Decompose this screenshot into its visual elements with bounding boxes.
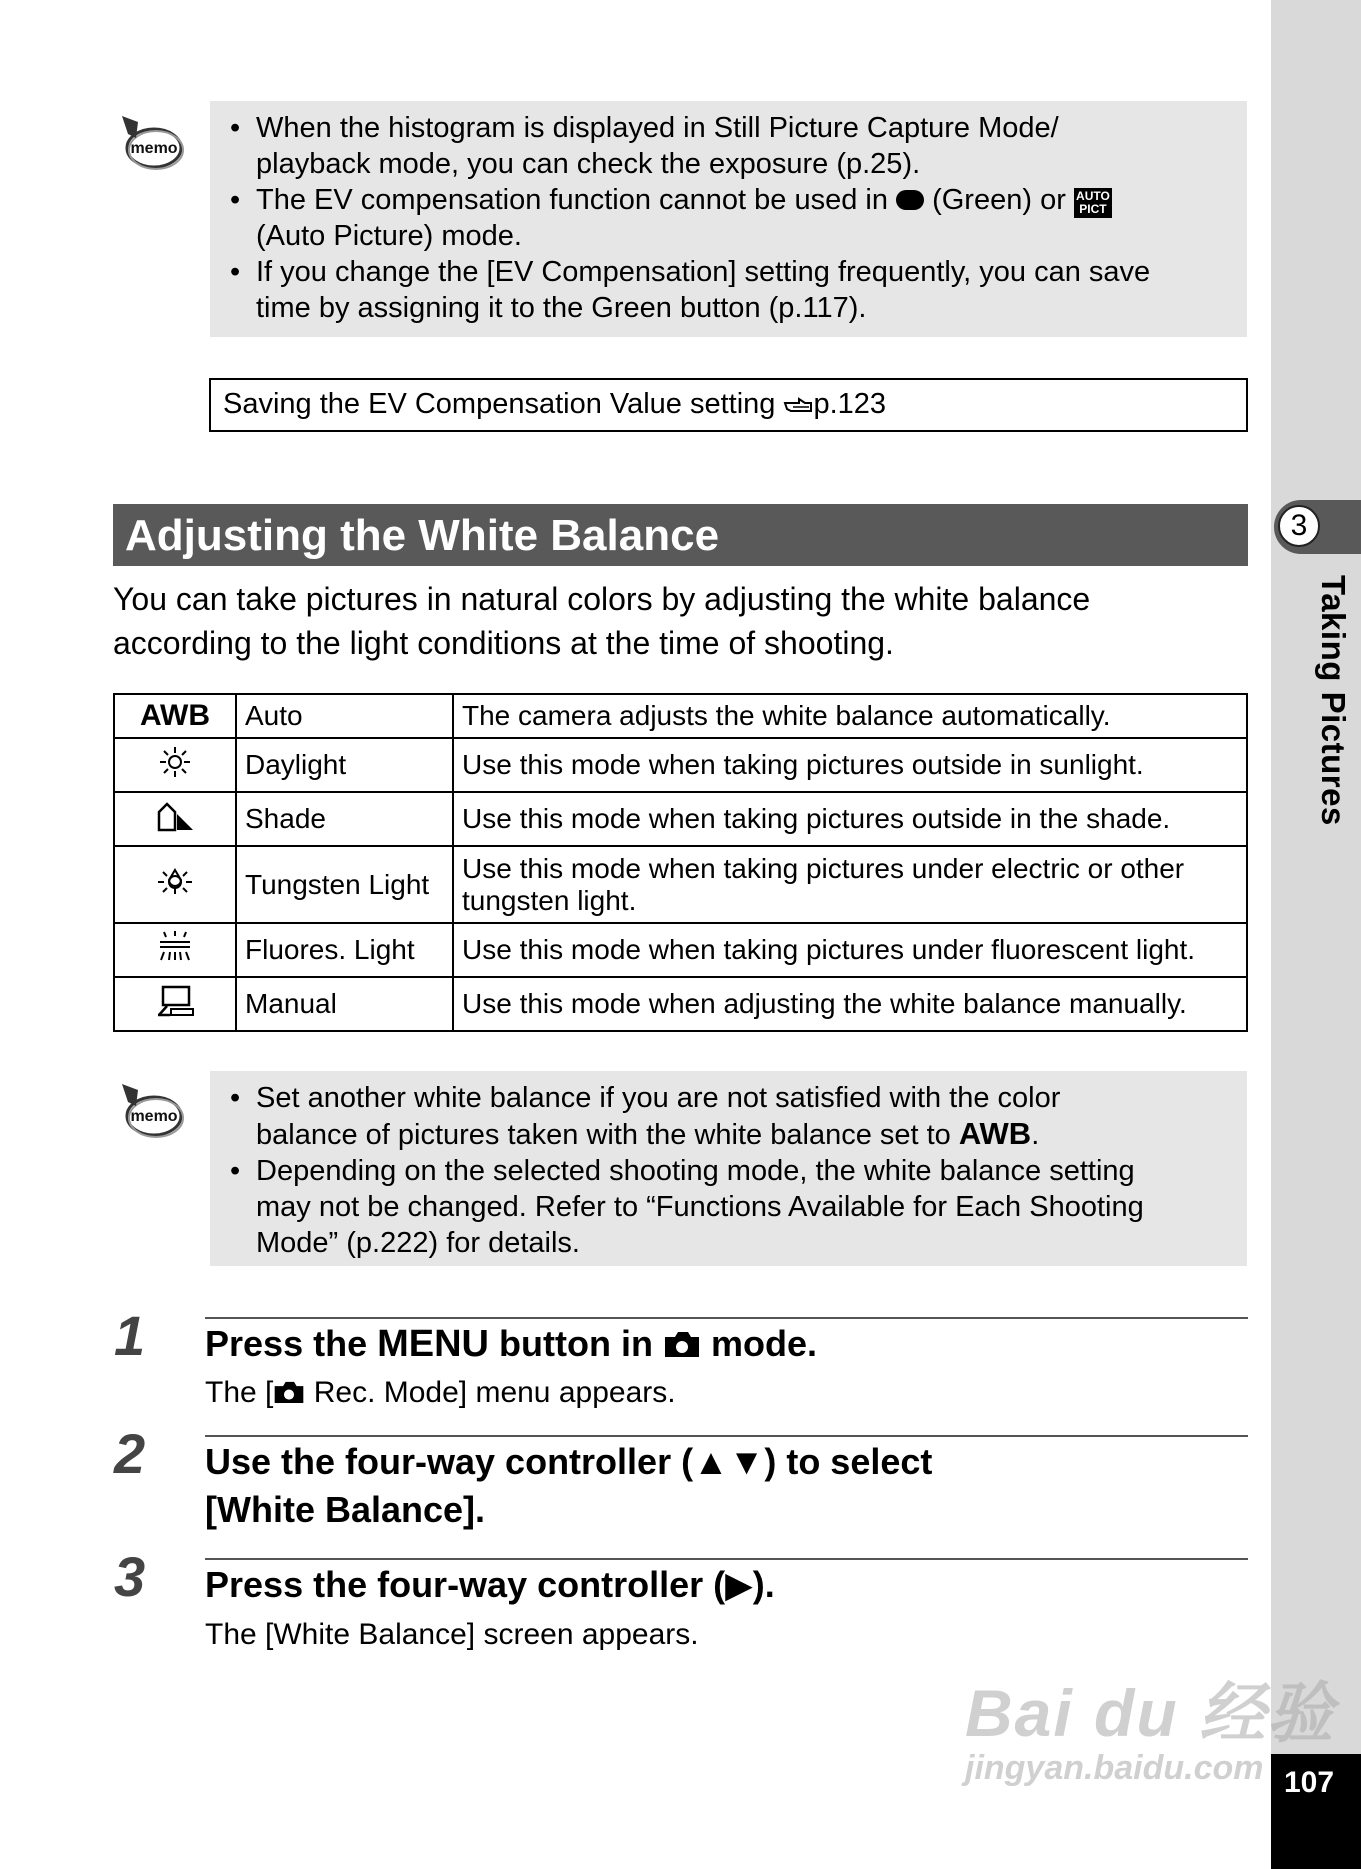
menu-button-label: MENU: [377, 1323, 489, 1365]
memo-text: .: [1031, 1119, 1040, 1151]
step-text: button in: [499, 1323, 653, 1364]
step-number: 2: [114, 1422, 146, 1485]
memo-bullet: [228, 1080, 1229, 1153]
svg-text:memo: memo: [130, 140, 178, 157]
wb-mode-description: Use this mode when adjusting the white balance manually.: [453, 977, 1247, 1031]
memo-bullet: [228, 1153, 1229, 1261]
section-intro: [113, 577, 1248, 665]
wb-mode-name: Tungsten Light: [236, 846, 453, 923]
step-text: [White Balance].: [205, 1489, 486, 1530]
shade-icon: [155, 800, 195, 832]
wb-mode-name: Daylight: [236, 738, 453, 792]
step-title: [205, 1320, 817, 1368]
memo-icon: [116, 112, 184, 176]
memo-bullet: [228, 182, 1229, 254]
watermark-url: jingyan.baidu.com: [965, 1749, 1264, 1787]
section-heading-bar: [113, 504, 1248, 566]
svg-text:memo: memo: [130, 1108, 178, 1125]
memo-note-top: [210, 101, 1247, 337]
intro-text: according to the light conditions at the time of shooting.: [113, 625, 894, 661]
memo-text: Mode” (p.222) for details.: [256, 1227, 580, 1259]
table-row: [114, 792, 1247, 846]
baidu-watermark: [965, 1660, 1335, 1788]
wb-mode-name: Manual: [236, 977, 453, 1031]
step-text: Rec. Mode] menu appears.: [313, 1376, 676, 1409]
wb-mode-description: [453, 846, 1247, 923]
white-balance-table: [113, 693, 1248, 1032]
description-line: tungsten light.: [462, 884, 637, 916]
wb-mode-name: Fluores. Light: [236, 923, 453, 977]
green-mode-icon: [896, 190, 924, 210]
table-row: [114, 694, 1247, 738]
chapter-sidebar: [1271, 0, 1361, 1869]
step-title: Press the four-way controller (▶).: [205, 1564, 775, 1605]
memo-text: (Auto Picture) mode.: [256, 220, 522, 252]
page-reference-icon: [783, 397, 813, 415]
memo-bullet: [228, 110, 1229, 182]
intro-text: You can take pictures in natural colors by adjusting the white balance: [113, 581, 1091, 617]
reference-page[interactable]: p.123: [813, 388, 887, 420]
step-text: Press the: [205, 1323, 368, 1364]
table-row: [114, 923, 1247, 977]
wb-mode-name: Auto: [236, 694, 453, 738]
sun-icon: [158, 745, 192, 779]
step-number: 3: [114, 1545, 146, 1608]
memo-text: (Green) or: [932, 184, 1066, 216]
awb-label: AWB: [114, 694, 236, 738]
memo-text: Set another white balance if you are not satisfied with the color: [256, 1082, 1061, 1114]
step-description: [205, 1376, 676, 1410]
manual-wb-icon: [155, 984, 195, 1018]
wb-mode-description: Use this mode when taking pictures outside in the shade.: [453, 792, 1247, 846]
camera-icon: [273, 1379, 305, 1405]
step-title: [205, 1438, 932, 1534]
step-divider: [205, 1435, 1248, 1437]
watermark-text: Bai du 经验: [965, 1676, 1336, 1750]
memo-bullet: [228, 254, 1229, 326]
wb-mode-description: Use this mode when taking pictures outside in sunlight.: [453, 738, 1247, 792]
memo-text: Depending on the selected shooting mode, the white balance setting: [256, 1155, 1135, 1187]
step-text: mode.: [710, 1323, 817, 1364]
wb-mode-name: Shade: [236, 792, 453, 846]
chapter-title: Taking Pictures: [1315, 575, 1352, 826]
wb-mode-description: The camera adjusts the white balance automatically.: [453, 694, 1247, 738]
step-number: 1: [114, 1304, 146, 1367]
step-text: Use the four-way controller (▲▼) to select: [205, 1441, 933, 1482]
section-title: Adjusting the White Balance: [125, 511, 720, 560]
table-row: [114, 977, 1247, 1031]
memo-text: playback mode, you can check the exposure (p.25).: [256, 148, 921, 180]
memo-text: may not be changed. Refer to “Functions Available for Each Shooting: [256, 1191, 1144, 1223]
table-row: [114, 738, 1247, 792]
step-divider: [205, 1317, 1248, 1319]
camera-icon: [663, 1329, 701, 1359]
fluorescent-icon: [156, 930, 194, 964]
step-description: The [White Balance] screen appears.: [205, 1618, 699, 1651]
chapter-number: 3: [1278, 505, 1320, 547]
reference-text: Saving the EV Compensation Value setting: [223, 388, 776, 420]
memo-text: The EV compensation function cannot be used in: [256, 184, 888, 216]
wb-mode-description: Use this mode when taking pictures under fluorescent light.: [453, 923, 1247, 977]
memo-note-bottom: [210, 1071, 1247, 1266]
step-text: The [: [205, 1376, 274, 1409]
memo-text: If you change the [EV Compensation] setting frequently, you can save: [256, 256, 1151, 288]
memo-text: When the histogram is displayed in Still Picture Capture Mode/: [256, 112, 1059, 144]
table-row: [114, 846, 1247, 923]
memo-text: time by assigning it to the Green button (p.117).: [256, 292, 867, 324]
description-line: Use this mode when taking pictures under electric or other: [462, 852, 1185, 884]
awb-label: AWB: [958, 1116, 1032, 1151]
page-number: 107: [1283, 1766, 1335, 1799]
chapter-badge: [1274, 500, 1361, 554]
auto-picture-icon: AUTO PICT: [1074, 188, 1112, 218]
memo-text: balance of pictures taken with the white balance set to: [256, 1119, 951, 1151]
memo-icon: [116, 1080, 184, 1144]
step-divider: [205, 1558, 1248, 1560]
reference-box: [209, 378, 1248, 432]
light-bulb-icon: [155, 864, 195, 898]
